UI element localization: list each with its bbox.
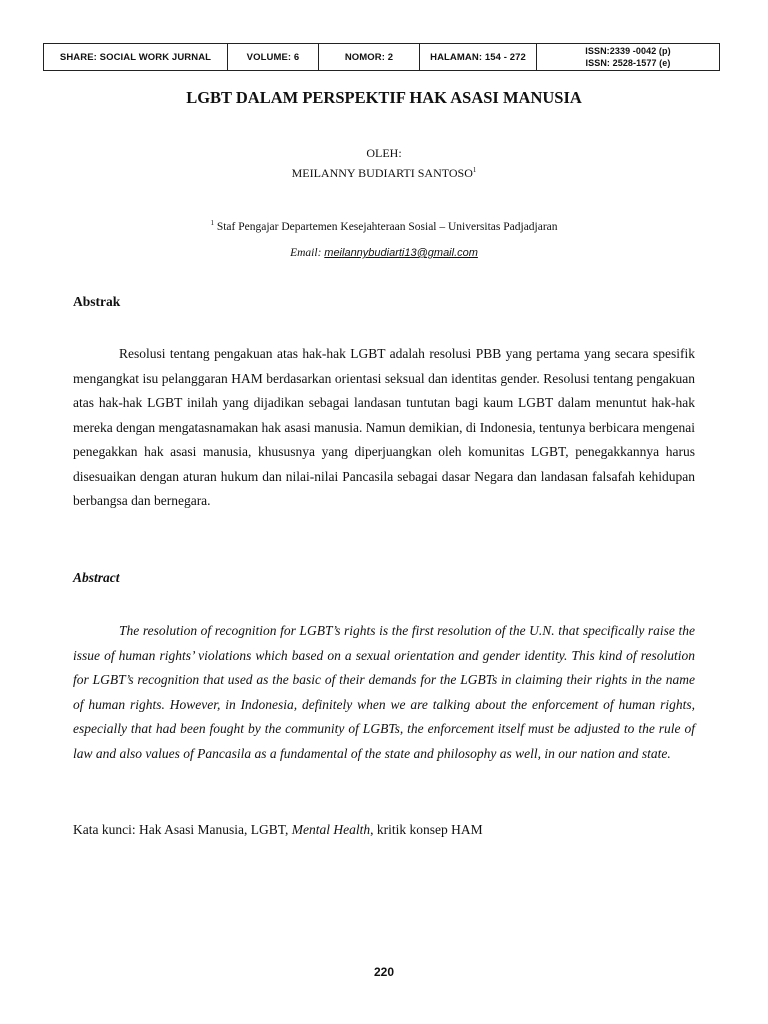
email-line — [0, 247, 768, 259]
journal-name: SHARE: SOCIAL WORK JURNAL — [44, 44, 228, 70]
abstract-heading: Abstract — [73, 570, 120, 585]
affiliation-superscript: 1 — [210, 219, 214, 227]
abstrak-paragraph: Resolusi tentang pengakuan atas hak-hak LGBT adalah resolusi PBB yang pertama yang secara spesifik mengangkat isu pelanggaran HAM berdasarkan orientasi seksual dan identitas gender. Resolusi tentang pengakuan atas hak-hak LGBT inilah yang dijadikan sebagai landasan tuntutan bagi kaum LGBT dalam menuntut hak-hak mereka dengan mengatasnamakan hak asasi manusia. Namun demikian, di Indonesia, tentunya berbicara mengenai penegakkan hak asasi manusia, khususnya yang diperjuangkan oleh komunitas LGBT, penegakkannya harus disesuaikan dengan aturan hukum dan nilai-nilai Pancasila sebagai dasar Negara dan landasan falsafah kehidupan berbangsa dan bernegara. — [73, 346, 695, 508]
email-link[interactable]: meilannybudiarti13@gmail.com — [324, 247, 478, 259]
abstrak-heading: Abstrak — [73, 294, 121, 309]
issn-cell — [537, 44, 719, 70]
email-label: Email: — [290, 247, 322, 259]
issn-print: ISSN:2339 -0042 (p) — [585, 46, 671, 56]
affiliation-line — [0, 219, 768, 233]
author-name: MEILANNY BUDIARTI SANTOSO — [291, 166, 473, 180]
keywords-italic: Mental Health — [291, 822, 371, 837]
issn-online: ISSN: 2528-1577 (e) — [585, 58, 671, 68]
by-label: OLEH: — [366, 146, 402, 160]
page-range: HALAMAN: 154 - 272 — [420, 44, 537, 70]
author-superscript: 1 — [472, 166, 477, 174]
page-number: 220 — [373, 965, 395, 979]
keywords-line — [73, 822, 483, 838]
issue-number: NOMOR: 2 — [319, 44, 420, 70]
journal-header-table — [43, 43, 720, 71]
keywords-label: Kata kunci: — [73, 822, 136, 837]
volume-label: VOLUME: 6 — [228, 44, 319, 70]
abstract-paragraph: The resolution of recognition for LGBT’s rights is the first resolution of the U.N. that specifically raise the issue of human rights’ violations which based on a sexual orientation and gender identity. This kind of resolution for LGBT’s recognition that used as the basic of their demands for the LGBTs in claiming their rights in the name of human rights. However, in Indonesia, definitely when we are talking about the enforcement of human rights, especially that had been fought by the community of LGBTs, the enforcement itself must be adjusted to the rule of law and also values of Pancasila as a fundamental of the state and philosophy as well, in our nation and state. — [73, 623, 695, 761]
affiliation-text: Staf Pengajar Departemen Kesejahteraan Sosial – Universitas Padjadjaran — [216, 220, 558, 233]
author-line — [0, 166, 768, 181]
keywords-part2: , kritik konsep HAM — [370, 822, 483, 837]
article-title: LGBT DALAM PERSPEKTIF HAK ASASI MANUSIA — [186, 88, 582, 107]
keywords-part1: Hak Asasi Manusia, LGBT, — [138, 822, 289, 837]
